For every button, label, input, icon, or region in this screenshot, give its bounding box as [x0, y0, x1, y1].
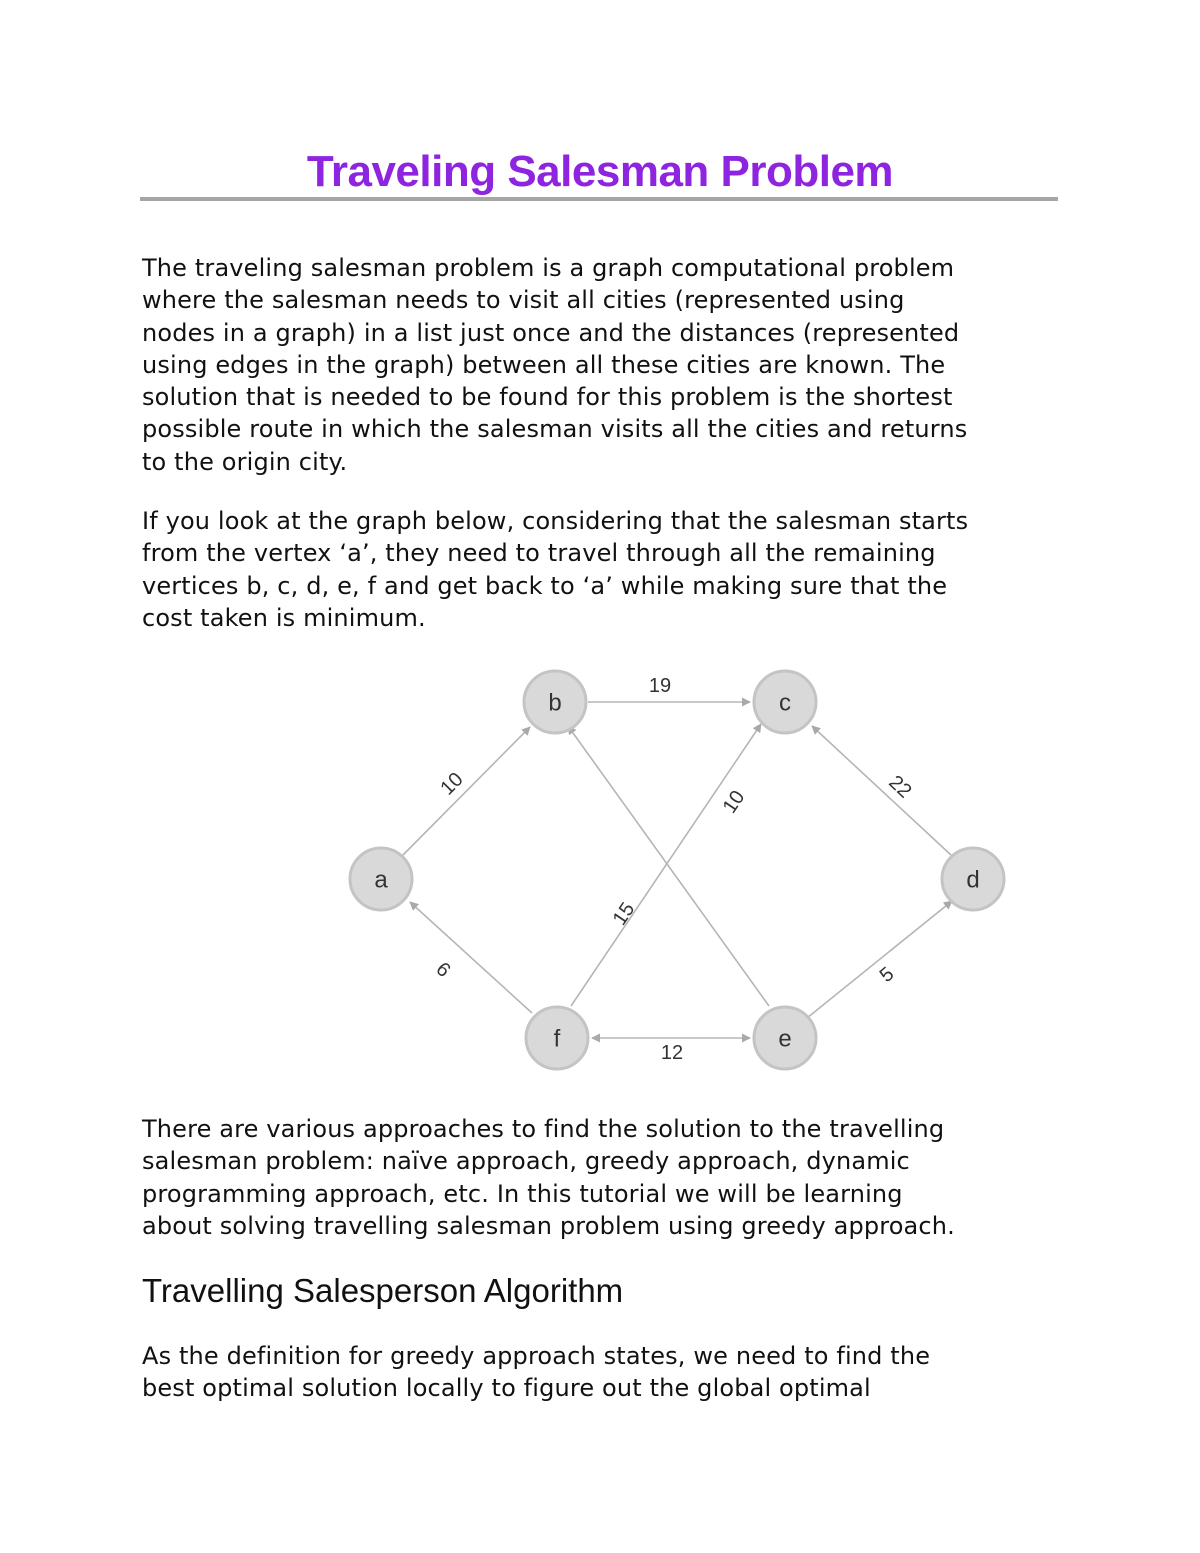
- edge-e-b: [568, 726, 769, 1006]
- section-heading: Travelling Salesperson Algorithm: [142, 1272, 624, 1309]
- node-d: [942, 848, 1004, 910]
- paragraph-graph-description: If you look at the graph below, considering that the salesman starts from the vertex ‘a’, they need to travel through all the remaining vertices b, c, d, e, f and get back to ‘a’ while making sure that the cost taken is minimum.: [142, 507, 969, 632]
- tsp-graph-diagram: [330, 650, 1030, 1090]
- node-label-d: d: [966, 866, 980, 894]
- edge-a-b: [402, 727, 530, 856]
- title-underline: [140, 197, 1058, 201]
- node-b: [524, 671, 586, 733]
- edge-f-a: [410, 902, 532, 1013]
- paragraph-greedy-definition: As the definition for greedy approach states, we need to find the best optimal solution locally to figure out the global optimal: [142, 1342, 931, 1403]
- node-a: [350, 848, 412, 910]
- node-f: [526, 1007, 588, 1069]
- node-e: [754, 1007, 816, 1069]
- node-label-b: b: [548, 689, 562, 717]
- edge-weight-e-d: 5: [875, 962, 899, 988]
- node-label-f: f: [553, 1025, 561, 1053]
- node-label-e: e: [778, 1025, 792, 1053]
- node-label-a: a: [374, 866, 388, 894]
- edge-weight-d-c: 22: [884, 771, 916, 803]
- edge-d-c: [812, 726, 951, 855]
- edge-weight-e-b: 15: [608, 898, 640, 930]
- edge-weight-f-e: 12: [660, 1042, 684, 1064]
- paragraph-approaches: There are various approaches to find the solution to the travelling salesman problem: naïve approach, greedy approach, dynamic programming approach, etc. In this tutorial we will be learning about solving travelling salesman problem using greedy approach.: [142, 1115, 955, 1240]
- edge-weight-b-c: 19: [648, 675, 672, 697]
- paragraph-intro: The traveling salesman problem is a graph computational problem where the salesman needs to visit all cities (represented using nodes in a graph) in a list just once and the distances (represented using edges in the graph) between all these cities are known. The solution that is needed to be found for this problem is the shortest possible route in which the salesman visits all the cities and returns to the origin city.: [142, 254, 968, 476]
- edge-weight-f-a: 6: [431, 958, 455, 982]
- edge-e-d: [807, 901, 952, 1018]
- edge-f-c: [571, 724, 761, 1006]
- edge-weight-f-c: 10: [718, 786, 750, 818]
- node-label-c: c: [779, 689, 791, 717]
- edge-weight-a-b: 10: [436, 768, 468, 800]
- node-c: [754, 671, 816, 733]
- document-title: Traveling Salesman Problem: [306, 147, 894, 196]
